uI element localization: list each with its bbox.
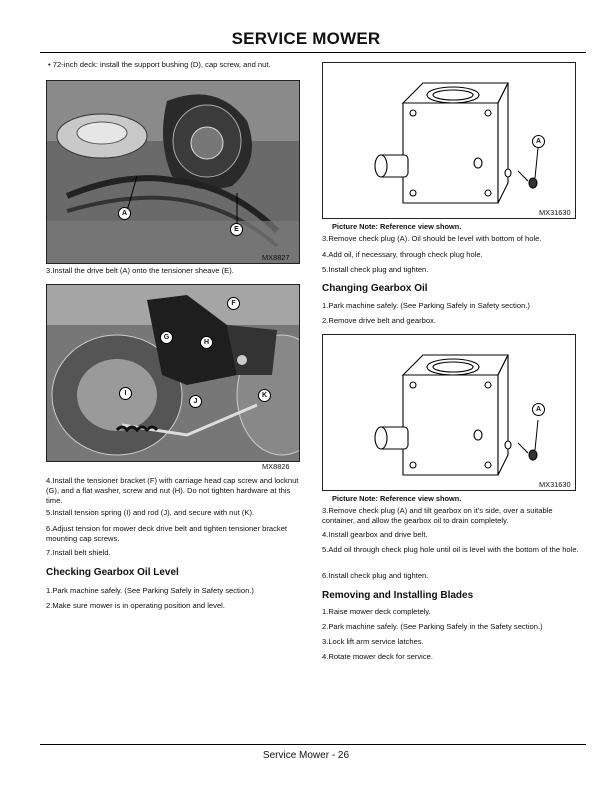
change-step-5: 5.Add oil through check plug hole until oil is level with the bottom of the hole.	[322, 545, 579, 554]
check-step-1: 1.Park machine safely. (See Parking Safely in Safety section.)	[46, 586, 254, 595]
figure-mx31630-b	[322, 334, 576, 491]
change-step-6: 6.Install check plug and tighten.	[322, 571, 429, 580]
bullet-glyph: •	[48, 60, 53, 69]
step-5: 5.Install tension spring (I) and rod (J), and secure with nut (K).	[46, 508, 255, 517]
check-step-5: 5.Install check plug and tighten.	[322, 265, 429, 274]
callout-h: H	[200, 336, 213, 349]
callout-e: E	[230, 223, 243, 236]
callout-a: A	[532, 135, 545, 148]
picture-note: Picture Note: Reference view shown.	[332, 222, 462, 231]
bullet-item	[48, 60, 298, 70]
blades-step-1: 1.Raise mower deck completely.	[322, 607, 431, 616]
check-step-2: 2.Make sure mower is in operating position and level.	[46, 601, 225, 610]
section-heading: Changing Gearbox Oil	[322, 283, 428, 294]
page-footer: Service Mower - 26	[262, 750, 350, 761]
change-step-1: 1.Park machine safely. (See Parking Safely in Safety section.)	[322, 301, 530, 310]
callout-a: A	[118, 207, 131, 220]
change-step-2: 2.Remove drive belt and gearbox.	[322, 316, 436, 325]
callout-j: J	[189, 395, 202, 408]
picture-note: Picture Note: Reference view shown.	[332, 494, 462, 503]
figure-code: MX8826	[262, 462, 290, 471]
blades-step-3: 3.Lock lift arm service latches.	[322, 637, 424, 646]
bullet-text: 72-inch deck: install the support bushing (D), cap screw, and nut.	[52, 60, 271, 69]
figure-mx8827	[46, 80, 300, 264]
belt-photo	[47, 81, 299, 263]
figure-code: MX8827	[262, 253, 290, 262]
callout-i: I	[119, 387, 132, 400]
figure-code: MX31630	[539, 208, 571, 217]
change-step-4: 4.Install gearbox and drive belt.	[322, 530, 428, 539]
callout-k: K	[258, 389, 271, 402]
check-step-4: 4.Add oil, if necessary, through check plug hole.	[322, 250, 483, 259]
step-6: 6.Adjust tension for mower deck drive belt and tighten tensioner bracket mounting cap screws.	[46, 524, 288, 543]
figure-mx8826	[46, 284, 300, 462]
callout-g: G	[160, 331, 173, 344]
figure-code: MX31630	[539, 480, 571, 489]
step-3: 3.Install the drive belt (A) onto the tensioner sheave (E).	[46, 266, 234, 275]
check-step-3: 3.Remove check plug (A). Oil should be level with bottom of hole.	[322, 234, 542, 243]
section-heading: Removing and Installing Blades	[322, 590, 474, 601]
footer-rule	[40, 744, 586, 745]
change-step-3: 3.Remove check plug (A) and tilt gearbox on it's side, over a suitable container, and allow the gearbox oil to drain completely.	[322, 506, 553, 525]
tensioner-photo	[47, 285, 299, 461]
step-4: 4.Install the tensioner bracket (F) with carriage head cap screw and locknut (G), and a flat washer, screw and nut (H). Do not tighten hardware at this time.	[46, 476, 299, 505]
callout-a: A	[532, 403, 545, 416]
page-title: SERVICE MOWER	[231, 29, 381, 48]
blades-step-2: 2.Park machine safely. (See Parking Safely in the Safety section.)	[322, 622, 543, 631]
header-rule	[40, 52, 586, 53]
callout-f: F	[227, 297, 240, 310]
figure-mx31630-a	[322, 62, 576, 219]
step-7: 7.Install belt shield.	[46, 548, 111, 557]
section-heading: Checking Gearbox Oil Level	[46, 567, 179, 578]
blades-step-4: 4.Rotate mower deck for service.	[322, 652, 433, 661]
